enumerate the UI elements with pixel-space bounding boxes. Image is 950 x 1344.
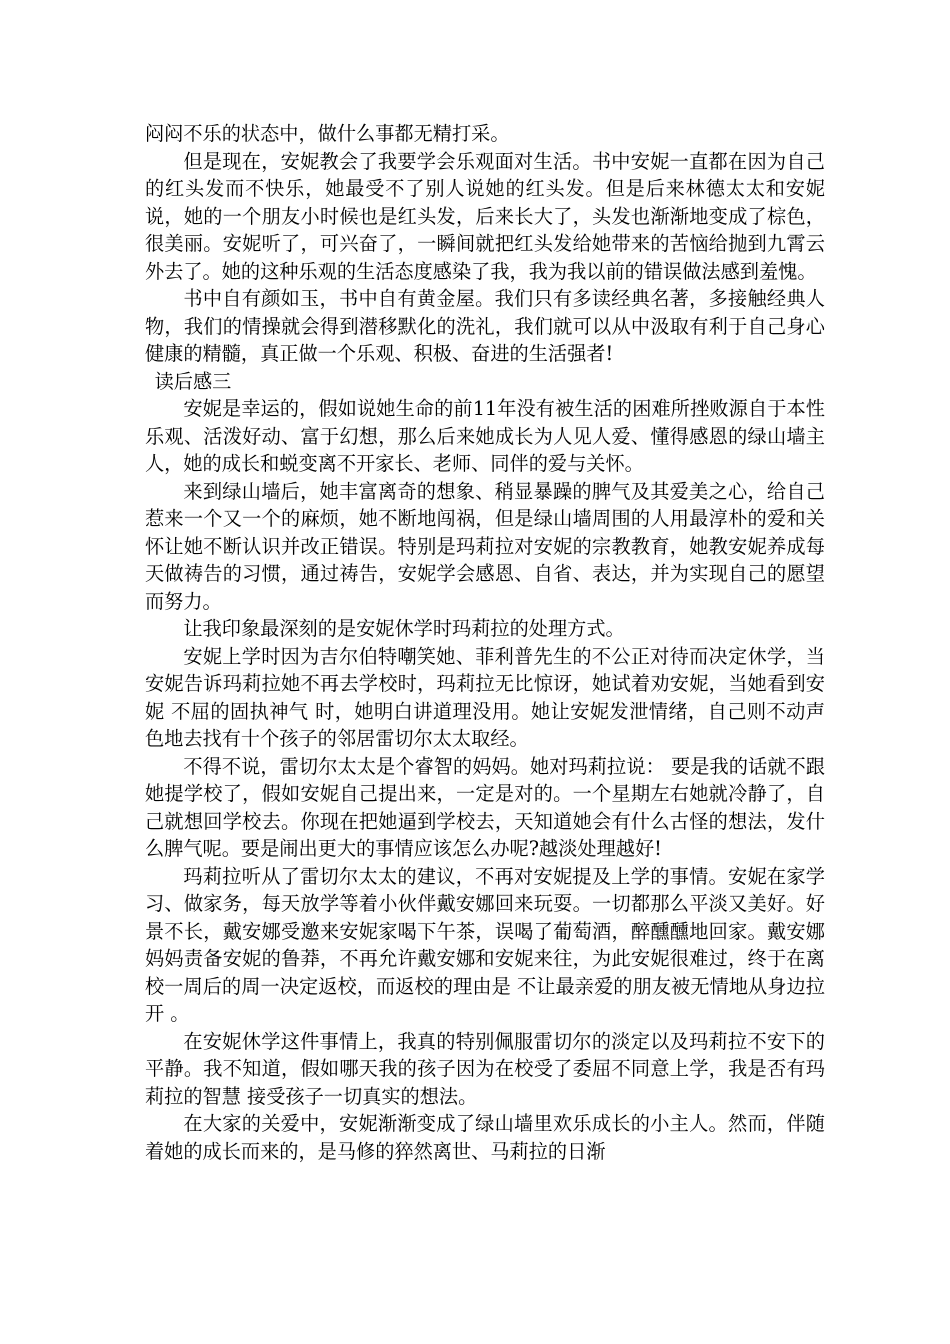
paragraph-return: 玛莉拉听从了雷切尔太太的建议，不再对安妮提及上学的事情。安妮在家学习、做家务，每天放学等着小伙伴戴安娜回来玩耍。一切都那么平淡又美好。好景不长，戴安娜受邀来安妮家喝下午茶，误喝了葡萄酒，醉醺醺地回家。戴安娜妈妈责备安妮的鲁莽，不再允许戴安娜和安妮来往，为此安妮很难过，终于在离校一周后的周一决定返校，而返校的理由是 不让最亲爱的朋友被无情地从身边拉开 。 (145, 864, 825, 1025)
paragraph-intro: 安妮是幸运的，假如说她生命的前11年没有被生活的困难所挫败源自于本性乐观、活泼好动、富于幻想，那么后来她成长为人见人爱、懂得感恩的绿山墙主人，她的成长和蜕变离不开家长、老师、同伴的爱与关怀。 (145, 397, 825, 475)
paragraph-optimism: 但是现在，安妮教会了我要学会乐观面对生活。书中安妮一直都在因为自己的红头发而不快乐，她最受不了别人说她的红头发。但是后来林德太太和安妮说，她的一个朋友小时候也是红头发，后来长大了，头发也渐渐地变成了棕色，很美丽。安妮听了，可兴奋了，一瞬间就把红头发给她带来的苦恼给抛到九霄云外去了。她的这种乐观的生活态度感染了我，我为我以前的错误做法感到羞愧。 (145, 149, 825, 283)
document-page (145, 120, 825, 1165)
paragraph-dropout: 安妮上学时因为吉尔伯特嘲笑她、菲利普先生的不公正对待而决定休学，当安妮告诉玛莉拉她不再去学校时，玛莉拉无比惊讶，她试着劝安妮，当她看到安妮 不屈的固执神气 时，她明白讲道理没用。她让安妮发泄情绪，自己则不动声色地去找有十个孩子的邻居雷切尔太太取经。 (145, 644, 825, 750)
paragraph-rachel: 不得不说，雷切尔太太是个睿智的妈妈。她对玛莉拉说： 要是我的话就不跟她提学校了，假如安妮自己提出来，一定是对的。一个星期左右她就冷静了，自己就想回学校去。你现在把她逼到学校去，天知道她会有什么古怪的想法，发什么脾气呢。要是闹出更大的事情应该怎么办呢?越淡处理越好! (145, 754, 825, 860)
paragraph-continuation: 闷闷不乐的状态中，做什么事都无精打采。 (145, 122, 510, 145)
paragraph-impression: 让我印象最深刻的是安妮休学时玛莉拉的处理方式。 (183, 617, 625, 640)
section-heading: 读后感三 (154, 369, 232, 393)
paragraph-conclusion: 书中自有颜如玉，书中自有黄金屋。我们只有多读经典名著，多接触经典人物，我们的情操就会得到潜移默化的洗礼，我们就可以从中汲取有利于自己身心健康的精髓，真正做一个乐观、积极、奋进的生活强者! (145, 287, 825, 365)
paragraph-admiration: 在安妮休学这件事情上，我真的特别佩服雷切尔的淡定以及玛莉拉不安下的平静。我不知道，假如哪天我的孩子因为在校受了委屈不同意上学，我是否有玛莉拉的智慧 接受孩子一切真实的想法。 (145, 1029, 825, 1108)
paragraph-growth: 在大家的关爱中，安妮渐渐变成了绿山墙里欢乐成长的小主人。然而，伴随着她的成长而来的，是马修的猝然离世、马莉拉的日渐 (145, 1112, 825, 1163)
paragraph-green-gables: 来到绿山墙后，她丰富离奇的想象、稍显暴躁的脾气及其爱美之心，给自己惹来一个又一个的麻烦，她不断地闯祸，但是绿山墙周围的人用最淳朴的爱和关怀让她不断认识并改正错误。特别是玛莉拉对安妮的宗教教育，她教安妮养成每天做祷告的习惯，通过祷告，安妮学会感恩、自省、表达，并为实现自己的愿望而努力。 (145, 479, 825, 613)
